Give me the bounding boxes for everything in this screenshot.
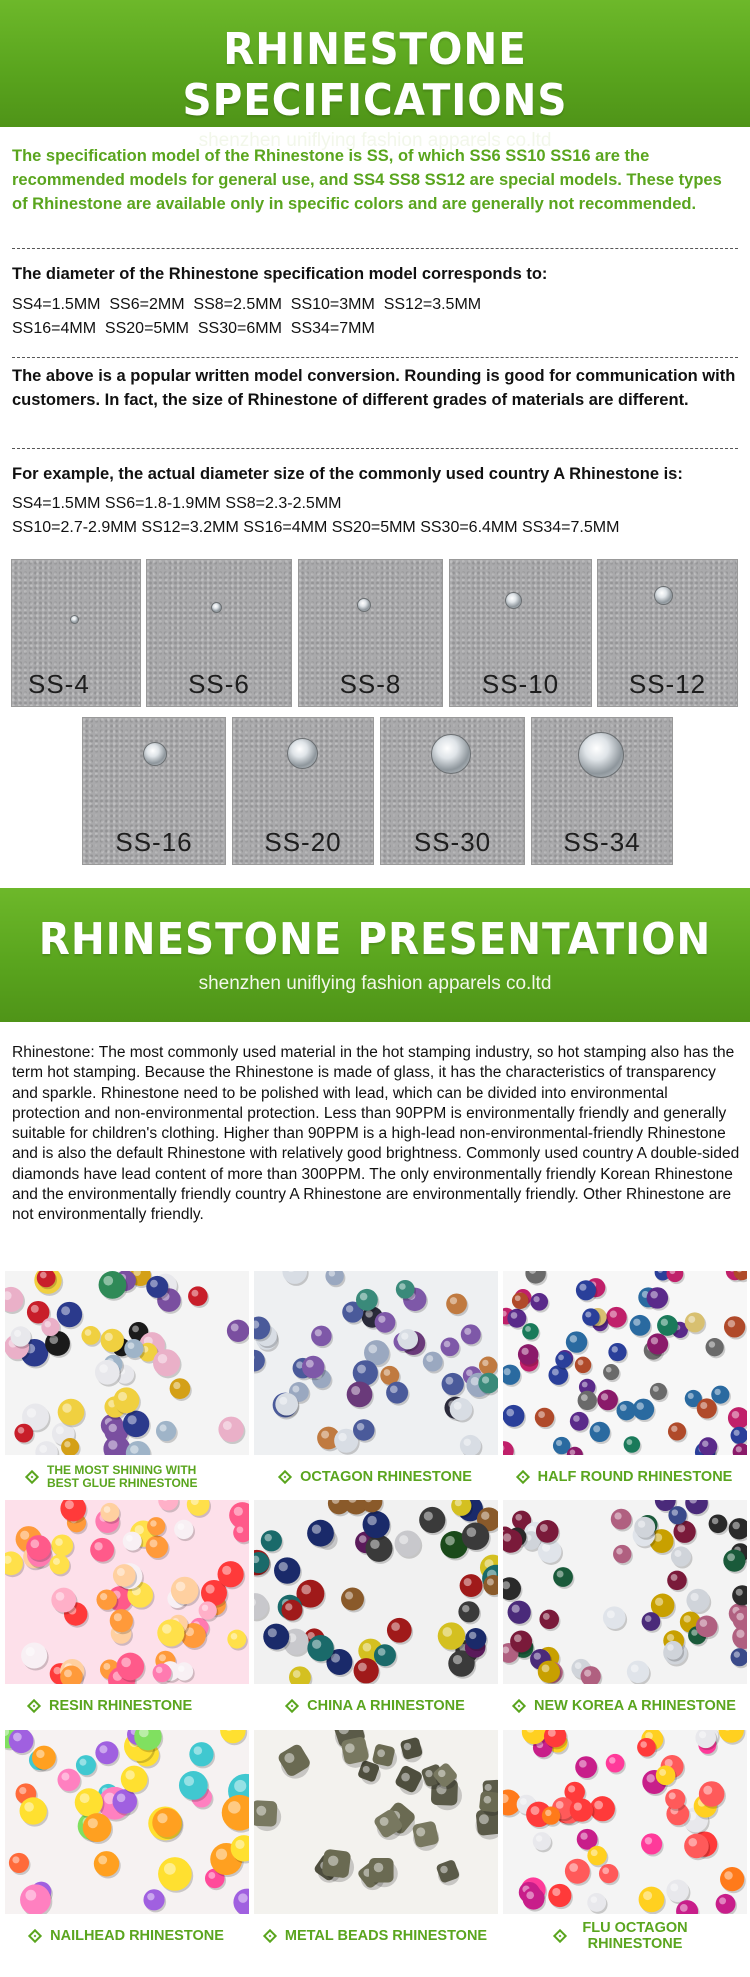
product-image-glue xyxy=(5,1271,249,1455)
diameter-section xyxy=(12,262,740,341)
diamond-bullet-icon xyxy=(512,1699,526,1713)
sample-ss20 xyxy=(232,717,374,865)
diameter-heading: The diameter of the Rhinestone specification model corresponds to: xyxy=(12,265,548,283)
rhinestone-icon xyxy=(287,738,318,769)
sample-label: SS-10 xyxy=(481,669,560,699)
product-caption: METAL BEADS RHINESTONE xyxy=(254,1914,498,1958)
diamond-bullet-icon xyxy=(27,1699,41,1713)
sample-label: SS-4 xyxy=(28,669,90,699)
product-caption: NAILHEAD RHINESTONE xyxy=(5,1914,249,1958)
example-line-1: SS4=1.5MM SS6=1.8-1.9MM SS8=2.3-2.5MM xyxy=(12,495,342,512)
sample-ss10 xyxy=(449,559,592,707)
sample-ss6 xyxy=(146,559,292,707)
sample-ss12 xyxy=(597,559,738,707)
rhinestone-icon xyxy=(143,742,167,766)
product-image-metal-beads xyxy=(254,1730,498,1914)
specifications-banner xyxy=(0,0,750,151)
presentation-banner xyxy=(0,888,750,1022)
product-image-nailhead xyxy=(5,1730,249,1914)
spec-intro-text: The specification model of the Rhinestone is SS, of which SS6 SS10 SS16 are the recommended models for general use, and SS4 SS8 SS12 are special models. These types of Rhinestone are available only in specific colors and are generally not recommended. xyxy=(12,147,722,213)
diamond-bullet-icon xyxy=(25,1470,39,1484)
product-caption: OCTAGON RHINESTONE xyxy=(254,1455,498,1499)
sample-label: SS-20 xyxy=(264,827,342,857)
rhinestone-icon xyxy=(70,615,79,624)
sample-label: SS-30 xyxy=(413,827,492,857)
product-image-resin xyxy=(5,1500,249,1684)
divider xyxy=(12,448,738,449)
sample-ss30 xyxy=(380,717,525,865)
presentation-title: RHINESTONE PRESENTATION xyxy=(38,914,712,965)
divider xyxy=(12,248,738,249)
product-caption: NEW KOREA A RHINESTONE xyxy=(503,1684,747,1728)
example-section xyxy=(12,462,740,540)
rhinestone-icon xyxy=(211,602,222,613)
product-image-china-a xyxy=(254,1500,498,1684)
rhinestone-icon xyxy=(578,732,624,778)
example-line-2: SS10=2.7-2.9MM SS12=3.2MM SS16=4MM SS20=5MM SS30=6.4MM SS34=7.5MM xyxy=(12,519,620,536)
diameter-line-1: SS4=1.5MM SS6=2MM SS8=2.5MM SS10=3MM SS12=3.5MM xyxy=(12,296,482,313)
diamond-bullet-icon xyxy=(516,1470,530,1484)
sample-label: SS-12 xyxy=(628,669,707,699)
diamond-bullet-icon xyxy=(263,1929,277,1943)
diamond-bullet-icon xyxy=(285,1699,299,1713)
rhinestone-icon xyxy=(654,586,673,605)
sample-ss8 xyxy=(298,559,443,707)
product-image-korea-a xyxy=(503,1500,747,1684)
rhinestone-icon xyxy=(357,598,371,612)
sample-label: SS-34 xyxy=(563,827,641,857)
sample-label: SS-8 xyxy=(339,669,402,699)
conversion-note: The above is a popular written model conversion. Rounding is good for communication with customers. In fact, the size of Rhinestone of different grades of materials are different. xyxy=(12,367,736,409)
product-caption: FLU OCTAGON RHINESTONE xyxy=(503,1914,747,1958)
product-image-flu-octagon xyxy=(503,1730,747,1914)
rhinestone-icon xyxy=(431,734,471,774)
product-image-half-round xyxy=(503,1271,747,1455)
specifications-title: RHINESTONE SPECIFICATIONS xyxy=(182,24,568,126)
sample-label: SS-6 xyxy=(188,669,250,699)
diamond-bullet-icon xyxy=(278,1470,292,1484)
product-caption: RESIN RHINESTONE xyxy=(5,1684,249,1728)
product-image-octagon xyxy=(254,1271,498,1455)
company-subtitle: shenzhen uniflying fashion apparels co.ltd xyxy=(198,130,552,151)
rhinestone-description: Rhinestone: The most commonly used material in the hot stamping industry, so hot stamping also has the term hot stamping. Because the Rhinestone is made of glass, it has the characteristics of transparency and sparkle. Rhinestone need to be polished with lead, which can be divided into environmental protection and non-environmental protection. Less than 90PPM is environmentally friendly and generally suitable for children's clothing. Higher than 90PPM is a high-lead non-environmental-friendly Rhinestone and is also the default Rhinestone with relatively good brightness. Commonly used country A double-sided diamonds have lead content of more than 300PPM. The only environmentally friendly Korean Rhinestone and the environmentally friendly country A Rhinestone are environmentally friendly. Other Rhinestone are not environmentally friendly. xyxy=(12,1044,740,1224)
diamond-bullet-icon xyxy=(28,1929,42,1943)
product-caption: THE MOST SHINING WITH BEST GLUE RHINESTONE xyxy=(5,1455,249,1499)
product-caption: CHINA A RHINESTONE xyxy=(254,1684,498,1728)
sample-ss34 xyxy=(531,717,673,865)
sample-ss16 xyxy=(82,717,226,865)
diameter-line-2: SS16=4MM SS20=5MM SS30=6MM SS34=7MM xyxy=(12,320,375,337)
product-caption: HALF ROUND RHINESTONE xyxy=(503,1455,747,1499)
sample-label: SS-16 xyxy=(115,827,193,857)
divider xyxy=(12,357,738,358)
example-heading: For example, the actual diameter size of the commonly used country A Rhinestone is: xyxy=(12,465,683,483)
diamond-bullet-icon xyxy=(553,1929,567,1943)
company-subtitle: shenzhen uniflying fashion apparels co.ltd xyxy=(198,973,552,994)
sample-ss4 xyxy=(11,559,141,707)
rhinestone-icon xyxy=(505,592,522,609)
